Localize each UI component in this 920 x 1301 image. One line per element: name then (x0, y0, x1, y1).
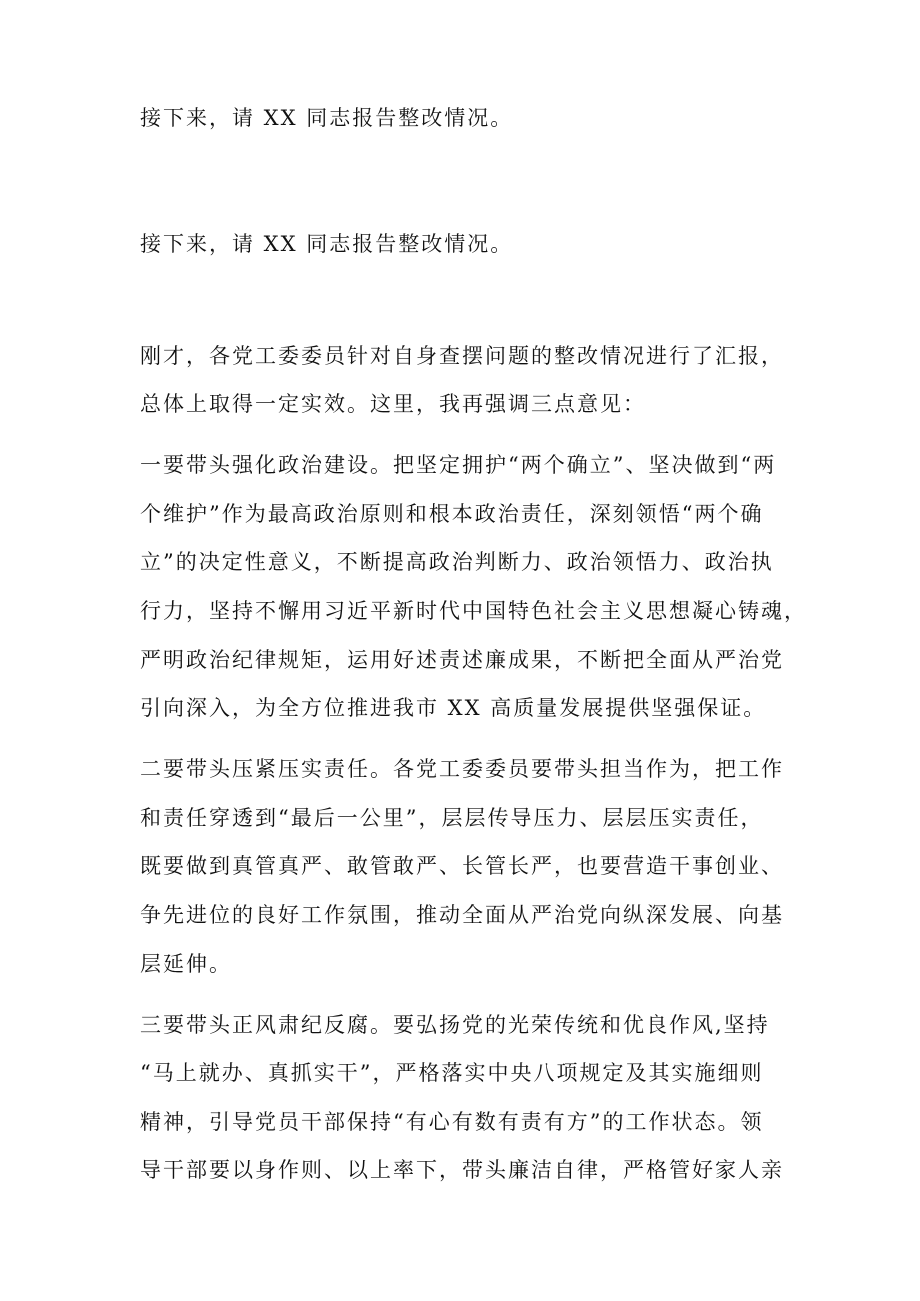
text-line: 争先进位的良好工作氛围，推动全面从严治党向纵深发展、向基 (140, 903, 784, 927)
text-line: 接下来，请 XX 同志报告整改情况。 (140, 232, 514, 256)
text-line: 立”的决定性意义，不断提高政治判断力、政治领悟力、政治执 (140, 550, 774, 574)
text-line: “马上就办、真抓实干”，严格落实中央八项规定及其实施细则 (140, 1061, 764, 1085)
text-line: 导干部要以身作则、以上率下，带头廉洁自律，严格管好家人亲 (140, 1158, 784, 1182)
text-line: 一要带头强化政治建设。把坚定拥护“两个确立”、坚决做到“两 (140, 453, 777, 477)
text-line: 层延伸。 (140, 952, 232, 976)
text-line: 三要带头正风肃纪反腐。要弘扬党的光荣传统和优良作风,坚持 (140, 1013, 770, 1037)
text-line: 接下来，请 XX 同志报告整改情况。 (140, 106, 514, 130)
text-line: 总体上取得一定实效。这里，我再强调三点意见： (140, 392, 646, 416)
text-line: 精神，引导党员干部保持“有心有数有责有方”的工作状态。领 (140, 1110, 764, 1134)
text-line: 引向深入，为全方位推进我市 XX 高质量发展提供坚强保证。 (140, 696, 767, 720)
text-line: 既要做到真管真严、敢管敢严、长管长严，也要营造干事创业、 (140, 854, 784, 878)
text-line: 二要带头压紧压实责任。各党工委委员要带头担当作为，把工作 (140, 757, 784, 781)
text-line: 行力，坚持不懈用习近平新时代中国特色社会主义思想凝心铸魂， (140, 599, 807, 623)
text-line: 严明政治纪律规矩，运用好述责述廉成果，不断把全面从严治党 (140, 648, 784, 672)
text-line: 和责任穿透到“最后一公里”，层层传导压力、层层压实责任， (140, 806, 764, 830)
text-line: 个维护”作为最高政治原则和根本政治责任，深刻领悟“两个确 (140, 502, 764, 526)
text-line: 刚才，各党工委委员针对自身查摆问题的整改情况进行了汇报， (140, 344, 784, 368)
